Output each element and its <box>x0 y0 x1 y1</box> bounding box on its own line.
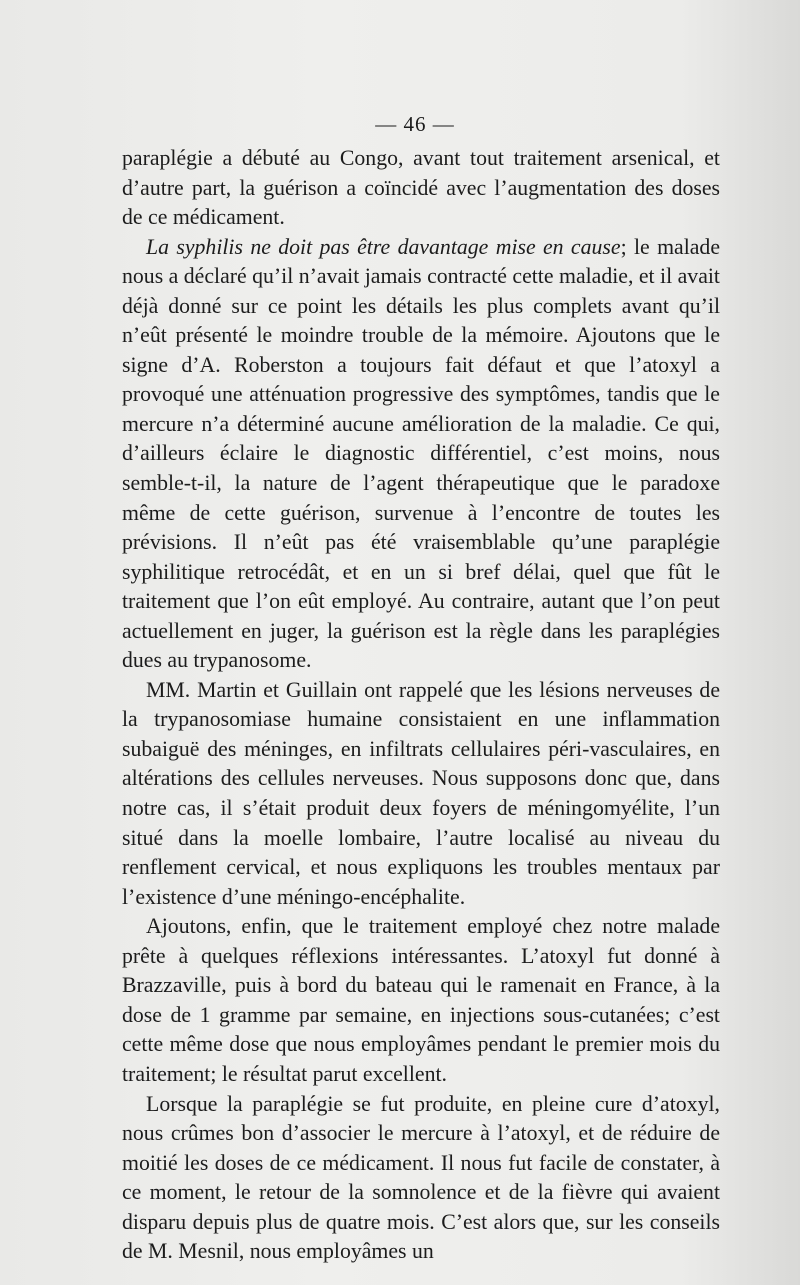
paragraph-2-text: ; le malade nous a déclaré qu’il n’avait jamais contracté cette maladie, et il avait déjà donné sur ce point les détails les plus complets avant qu’il n’eût présenté le moindre trouble de la mémoire. Ajoutons que le signe d’A. Roberston a toujours fait défaut et que l’atoxyl a provoqué une atténuation progressive des symptômes, tandis que le mercure n’a déterminé aucune amélioration de la maladie. Ce qui, d’ailleurs éclaire le diagnostic différentiel, c’est moins, nous semble-t-il, la nature de l’agent thérapeutique que le paradoxe même de cette guérison, survenue à l’encontre de toutes les prévisions. Il n’eût pas été vraisemblable qu’une paraplégie syphilitique retrocédât, et en un si bref délai, quel que fût le traitement que l’on eût employé. Au contraire, autant que l’on peut actuellement en juger, la guérison est la règle dans les paraplégies dues au trypanosome. <box>122 234 720 673</box>
paragraph-1 <box>122 144 720 233</box>
body-text <box>122 144 720 1267</box>
paragraph-4-text: Ajoutons, enfin, que le traitement employé chez notre malade prête à quelques réflexions intéressantes. L’atoxyl fut donné à Brazzaville, puis à bord du bateau qui le ramenait en France, à la dose de 1 gramme par semaine, en injections sous-cutanées; c’est cette même dose que nous employâmes pendant le premier mois du traitement; le résultat parut excellent. <box>122 914 720 1086</box>
paragraph-3 <box>122 676 720 912</box>
page-number: — 46 — <box>375 112 455 136</box>
paragraph-5-text: Lorsque la paraplégie se fut produite, en pleine cure d’atoxyl, nous crûmes bon d’associer le mercure à l’atoxyl, et de réduire de moitié les doses de ce médicament. Il nous fut facile de constater, à ce moment, le retour de la somnolence et de la fièvre qui avaient disparu depuis plus de quatre mois. C’est alors que, sur les conseils de M. Mesnil, nous employâmes un <box>122 1091 720 1264</box>
paragraph-4 <box>122 912 720 1089</box>
paragraph-5 <box>122 1090 720 1267</box>
paragraph-2-emphasis: La syphilis ne doit pas être davantage mise en cause <box>146 234 621 259</box>
paragraph-1-text: paraplégie a débuté au Congo, avant tout traitement arsenical, et d’autre part, la guérison a coïncidé avec l’augmentation des doses de ce médicament. <box>122 146 720 230</box>
paragraph-3-text: MM. Martin et Guillain ont rappelé que les lésions nerveuses de la trypanosomiase humaine consistaient en une inflammation subaiguë des méninges, en infiltrats cellulaires péri-vasculaires, en altérations des cellules nerveuses. Nous supposons donc que, dans notre cas, il s’était produit deux foyers de méningomyélite, l’un situé dans la moelle lombaire, l’autre localisé au niveau du renflement cervical, et nous expliquons les troubles mentaux par l’existence d’une méningo-encéphalite. <box>122 677 720 909</box>
paragraph-2 <box>122 233 720 676</box>
